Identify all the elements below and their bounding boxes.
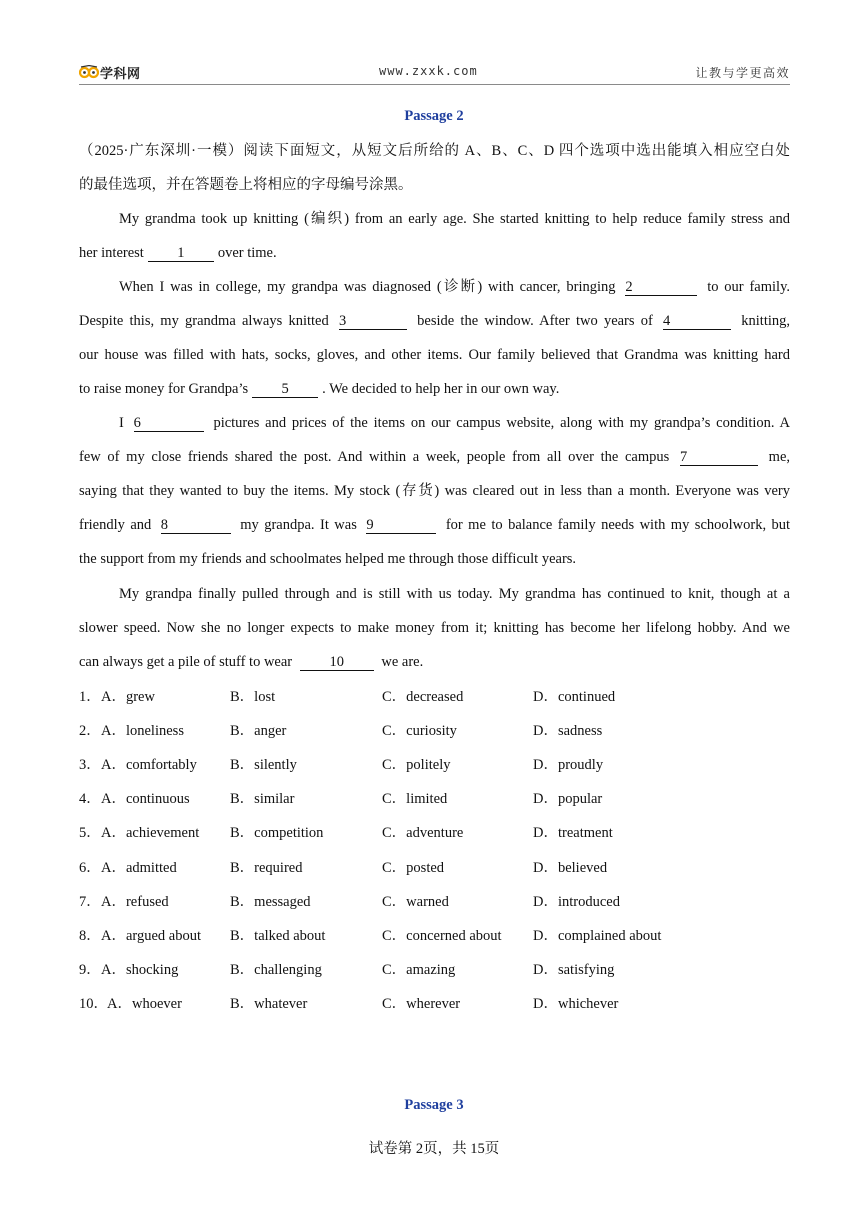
option-c[interactable]: C．curiosity (382, 723, 457, 740)
option-row (79, 756, 790, 774)
paragraph-3-line-2: few of my close friends shared the post. And within a week, people from all over the campus 7 me, (79, 449, 791, 465)
option-b[interactable]: B．talked about (230, 927, 326, 944)
option-c[interactable]: C．politely (382, 757, 451, 774)
option-b[interactable]: B．lost (230, 689, 276, 705)
option-d[interactable]: D．treatment (533, 825, 613, 842)
option-b[interactable]: B．competition (230, 825, 324, 842)
option-a[interactable]: A．admitted (101, 859, 177, 876)
option-a[interactable]: A．continuous (101, 791, 190, 808)
question-number: 3． (79, 757, 101, 774)
page-footer: 试卷第 2页，共 15页 (368, 1141, 500, 1157)
option-b[interactable]: B．whatever (230, 995, 308, 1012)
option-d[interactable]: D．satisfying (533, 961, 615, 978)
option-a[interactable]: A．comfortably (101, 757, 197, 774)
paragraph-1-line-2: her interest 1 over time. (79, 245, 277, 261)
site-logo[interactable] (79, 62, 141, 82)
page-header (79, 62, 790, 85)
option-d[interactable]: D．continued (533, 689, 616, 705)
option-row (79, 722, 790, 740)
paragraph-3-line-5: the support from my friends and schoolmates helped me through those difficult years. (79, 551, 577, 567)
option-a[interactable]: A．shocking (101, 961, 179, 978)
option-row (79, 859, 790, 877)
option-c[interactable]: C．concerned about (382, 927, 502, 944)
paragraph-3-line-1: I 6 pictures and prices of the items on our campus website, along with my grandpa’s condition. A (119, 415, 791, 431)
question-number: 6． (79, 859, 101, 876)
option-d[interactable]: D．proudly (533, 757, 604, 774)
option-row (79, 824, 790, 842)
instructions-line-2: 的最佳选项，并在答题卷上将相应的字母编号涂黑。 (79, 177, 413, 193)
paragraph-4-line-3: can always get a pile of stuff to wear 10 we are. (79, 654, 424, 670)
owl-glasses-icon (79, 65, 99, 79)
option-c[interactable]: C．warned (382, 893, 449, 910)
option-b[interactable]: B．silently (230, 757, 297, 774)
option-row (79, 995, 790, 1013)
paragraph-3-line-4: friendly and 8 my grandpa. It was 9 for me to balance family needs with my schoolwork, but (79, 517, 791, 533)
paragraph-1-line-1: My grandma took up knitting (编织) from an early age. She started knitting to help reduce family stress and (119, 211, 790, 227)
blank-4: 4 (663, 314, 731, 330)
site-url[interactable]: www.zxxk.com (379, 64, 478, 78)
blank-9: 9 (366, 518, 436, 534)
option-a[interactable]: A．refused (101, 893, 169, 910)
option-a[interactable]: A．grew (101, 689, 155, 705)
option-row (79, 961, 790, 979)
paragraph-2-line-4: to raise money for Grandpa’s 5 . We decided to help her in our own way. (79, 381, 560, 397)
option-a[interactable]: A．whoever (107, 995, 182, 1012)
option-row (79, 790, 790, 808)
option-c[interactable]: C．limited (382, 791, 448, 808)
logo-text: 学科网 (100, 66, 141, 82)
option-b[interactable]: B．challenging (230, 961, 322, 978)
option-a[interactable]: A．achievement (101, 825, 200, 842)
blank-1: 1 (148, 246, 214, 262)
option-row (79, 927, 790, 945)
option-c[interactable]: C．decreased (382, 689, 464, 705)
question-number: 10． (79, 995, 108, 1012)
question-number: 4． (79, 791, 101, 808)
option-b[interactable]: B．messaged (230, 893, 311, 910)
instructions-line-1: （2025·广东深圳·一模）阅读下面短文，从短文后所给的 A、B、C、D 四个选项中选出能填入相应空白处 (79, 143, 790, 159)
option-d[interactable]: D．popular (533, 791, 603, 808)
paragraph-2-line-1: When I was in college, my grandpa was diagnosed (诊断) with cancer, bringing 2 to our family. (119, 279, 791, 295)
passage-2-title: Passage 2 (404, 108, 464, 124)
paragraph-2-line-2: Despite this, my grandma always knitted 3 beside the window. After two years of 4 knitting, (79, 313, 791, 329)
question-number: 7． (79, 893, 101, 910)
option-b[interactable]: B．required (230, 859, 303, 876)
question-number: 8． (79, 927, 101, 944)
blank-5: 5 (252, 382, 318, 398)
blank-6: 6 (134, 416, 204, 432)
option-row (79, 688, 790, 706)
question-number: 2． (79, 723, 101, 740)
blank-3: 3 (339, 314, 407, 330)
option-c[interactable]: C．wherever (382, 995, 461, 1012)
option-b[interactable]: B．anger (230, 723, 287, 740)
option-d[interactable]: D．sadness (533, 723, 603, 740)
blank-2: 2 (625, 280, 697, 296)
option-a[interactable]: A．loneliness (101, 723, 184, 740)
slogan: 让教与学更高效 (695, 66, 790, 80)
blank-7: 7 (680, 450, 758, 466)
option-c[interactable]: C．amazing (382, 961, 456, 978)
paragraph-2-line-3: our house was filled with hats, socks, gloves, and other items. Our family believed that Grandma was knitting hard (79, 347, 790, 363)
option-d[interactable]: D．believed (533, 859, 608, 876)
question-number: 9． (79, 961, 101, 978)
passage-3-title: Passage 3 (404, 1097, 464, 1113)
option-row (79, 893, 790, 911)
option-c[interactable]: C．posted (382, 859, 445, 876)
option-d[interactable]: D．introduced (533, 893, 620, 910)
option-d[interactable]: D．whichever (533, 995, 619, 1012)
option-a[interactable]: A．argued about (101, 927, 201, 944)
blank-8: 8 (161, 518, 231, 534)
option-c[interactable]: C．adventure (382, 825, 464, 842)
question-number: 1． (79, 689, 101, 705)
question-number: 5． (79, 825, 101, 842)
blank-10: 10 (300, 655, 374, 671)
paragraph-4-line-1: My grandpa finally pulled through and is still with us today. My grandma has continued to knit, though at a (119, 586, 790, 602)
option-b[interactable]: B．similar (230, 791, 295, 808)
option-d[interactable]: D．complained about (533, 927, 662, 944)
paragraph-4-line-2: slower speed. Now she no longer expects to make money from it; knitting has become her lifelong hobby. And we (79, 620, 790, 636)
paragraph-3-line-3: saying that they wanted to buy the items. My stock (存货) was cleared out in less than a month. Everyone was very (79, 483, 790, 499)
